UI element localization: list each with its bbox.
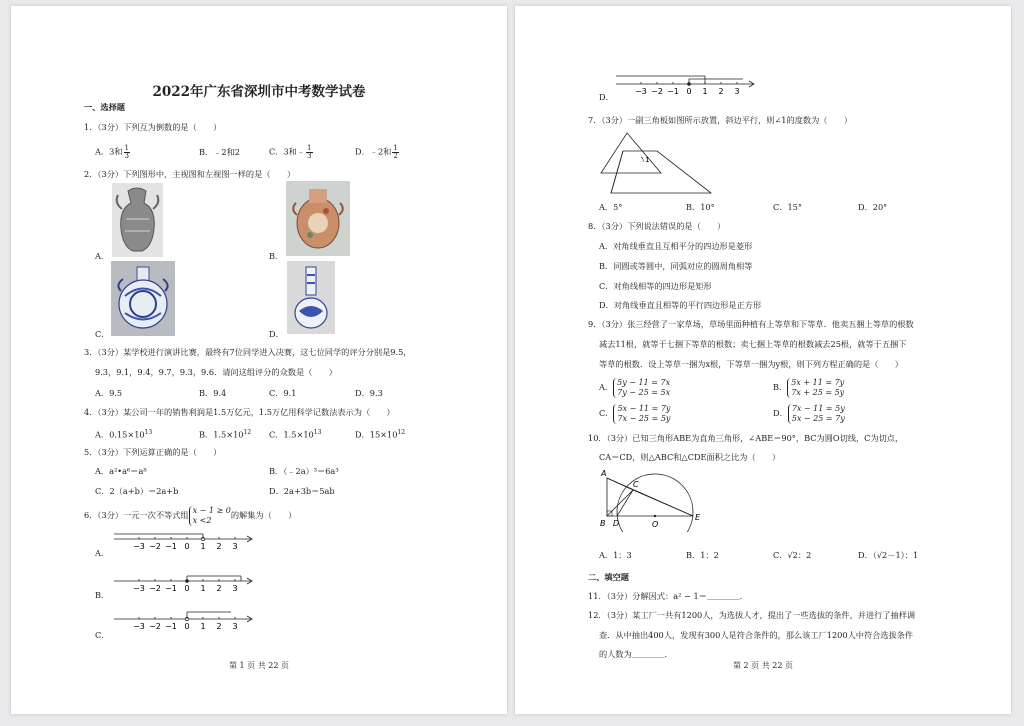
q10-option-b: B．1：2 — [686, 550, 719, 560]
q12-line3: 的人数为＿＿＿＿． — [599, 649, 673, 659]
q1-option-a: A．3和 $\frac{1}{3}$ — [95, 144, 129, 160]
q4-stem: 4．（3分）某公司一年的销售利润是1.5万亿元，1.5万亿用科学记数法表示为（ ） — [84, 407, 395, 417]
vase-c-image — [111, 261, 175, 336]
number-line-label: −1 — [667, 87, 679, 96]
q7-option-c: C．15° — [773, 202, 802, 212]
number-line-label: 0 — [686, 87, 692, 96]
q2-stem: 2．（3分）下列图形中，主视图和左视图一样的是（ ） — [84, 169, 296, 179]
q2-option-a: A． — [95, 251, 110, 261]
number-line-label: 2 — [216, 622, 222, 631]
q3-stem-line1: 3．（3分）某学校进行演讲比赛，最终有7位同学进入决赛，这七位同学的评分分别是9.5， — [84, 347, 412, 357]
page-footer: 第 1 页 共 22 页 — [229, 661, 289, 670]
angle-1-label: 1 — [645, 156, 650, 164]
q5-option-d: D．2a+3b＝5ab — [269, 486, 335, 496]
q9-option-b: B． 5x + 11 = 7y 7x + 25 = 5y — [773, 378, 845, 397]
section-heading-choice: 一、选择题 — [84, 102, 125, 112]
q12-line2: 查．从中抽出400人，发现有300人是符合条件的，那么该工厂1200人中符合选拔条件 — [599, 630, 914, 640]
number-line-c — [111, 609, 261, 639]
number-line-a — [111, 529, 261, 559]
q9-stem-line1: 9．（3分）张三经营了一家草场，草场里面种植有上等草和下等草．他卖五捆上等草的根数 — [588, 319, 914, 329]
page-title: 2022年广东省深圳市中考数学试卷 — [152, 84, 366, 100]
q9-stem-line3: 等草的根数．设上等草一捆为x根，下等草一捆为y根，则下列方程正确的是（ ） — [599, 359, 903, 369]
q4-option-b: B．$1.5\times 10^{12}$ — [199, 429, 252, 440]
q4-option-a: A．$0.15\times 10^{13}$ — [95, 429, 153, 440]
q8-option-c: C．对角线相等的四边形是矩形 — [599, 281, 712, 291]
point-e-label: E — [695, 513, 701, 522]
point-b-label: B — [600, 519, 606, 528]
q11-text: 11．（3分）分解因式：a² − 1＝＿＿＿＿． — [588, 591, 748, 601]
number-line-label: 3 — [232, 542, 238, 551]
q6-option-a: A． — [95, 548, 110, 558]
q4-option-c: C．$1.5\times 10^{13}$ — [269, 429, 322, 440]
q3-stem-line2: 9.3，9.1，9.4，9.7，9.3，9.6．请问这组评分的众数是（ ） — [95, 367, 337, 377]
q12-line1: 12．（3分）某工厂一共有1200人，为选拔人才，提出了一些选拔的条件，并进行了抽样调 — [588, 610, 916, 620]
q4-option-d: D．$15\times 10^{12}$ — [355, 429, 406, 440]
number-line-label: −2 — [149, 584, 161, 593]
q5-option-b: B．（﹣2a）³＝6a³ — [269, 466, 339, 476]
number-line-label: −1 — [165, 622, 177, 631]
number-line-label: 1 — [200, 622, 206, 631]
page-footer: 第 2 页 共 22 页 — [733, 661, 793, 670]
q5-option-a: A．a²•a⁶＝a⁸ — [95, 466, 147, 476]
q6-stem: 6．（3分）一元一次不等式组 x − 1 ≥ 0 x <2 的解集为（ ） — [84, 506, 297, 525]
number-line-label: −2 — [149, 622, 161, 631]
q7-stem: 7．（3分）一副三角板如图所示放置，斜边平行，则∠1的度数为（ ） — [588, 115, 853, 125]
q5-option-c: C．2（a+b）＝2a+b — [95, 486, 179, 496]
q8-option-a: A．对角线垂直且互相平分的四边形是菱形 — [599, 241, 753, 251]
q3-option-d: D．9.3 — [355, 388, 383, 398]
q5-stem: 5．（3分）下列运算正确的是（ ） — [84, 447, 222, 457]
number-line-label: −2 — [149, 542, 161, 551]
q10-stem-line1: 10．（3分）已知三角形ABE为直角三角形，∠ABE＝90°，BC为圆O切线，C为切点， — [588, 433, 904, 443]
vase-d-image — [287, 261, 335, 334]
q7-triangles-figure — [599, 129, 719, 197]
q1-option-b: B．﹣2和2 — [199, 147, 240, 157]
q8-option-b: B．同圆或等圆中，同弧对应的圆周角相等 — [599, 261, 753, 271]
number-line-label: 1 — [200, 584, 206, 593]
q9-option-a: A． 5y − 11 = 7x 7y − 25 = 5x — [599, 378, 671, 397]
q9-option-d: D． 7x − 11 = 5y 5x − 25 = 7y — [773, 404, 845, 423]
q10-option-d: D．（√2－1）：1 — [858, 550, 919, 560]
point-a-label: A — [601, 469, 607, 478]
number-line-b — [111, 571, 261, 601]
q6-option-c: C． — [95, 630, 110, 640]
q2-option-b: B． — [269, 251, 284, 261]
q7-option-b: B．10° — [686, 202, 715, 212]
q10-stem-line2: CA＝CD，则△ABC和△CDE面积之比为（ ） — [599, 452, 781, 462]
exam-page-1 — [11, 6, 507, 714]
q7-option-a: A．5° — [599, 202, 623, 212]
number-line-label: −1 — [165, 584, 177, 593]
q7-option-d: D．20° — [858, 202, 888, 212]
section-heading-fill: 二、填空题 — [588, 572, 629, 582]
number-line-label: 3 — [232, 622, 238, 631]
q1-option-c: C．3和﹣ $\frac{1}{3}$ — [269, 144, 312, 160]
q9-stem-line2: 减去11根，就等于七捆下等草的根数；卖七捆上等草的根数减去25根，就等于五捆下 — [599, 339, 907, 349]
q6-inequality-system: x − 1 ≥ 0 x <2 — [189, 506, 231, 526]
vase-a-image — [112, 183, 163, 257]
number-line-label: −3 — [133, 622, 145, 631]
number-line-label: 0 — [184, 584, 190, 593]
q2-option-c: C． — [95, 329, 110, 339]
q8-stem: 8．（3分）下列说法错误的是（ ） — [588, 221, 726, 231]
q3-option-a: A．9.5 — [95, 388, 123, 398]
q8-option-d: D．对角线垂直且相等的平行四边形是正方形 — [599, 300, 762, 310]
number-line-label: 2 — [216, 584, 222, 593]
vase-b-image — [286, 181, 350, 256]
q2-option-d: D． — [269, 329, 284, 339]
number-line-label: −3 — [635, 87, 647, 96]
number-line-label: 2 — [718, 87, 724, 96]
number-line-label: 0 — [184, 622, 190, 631]
number-line-label: 3 — [734, 87, 740, 96]
q10-circle-figure — [597, 466, 707, 532]
number-line-label: −2 — [651, 87, 663, 96]
number-line-label: 0 — [184, 542, 190, 551]
number-line-label: 1 — [702, 87, 708, 96]
number-line-label: −1 — [165, 542, 177, 551]
exam-page-2 — [515, 6, 1011, 714]
number-line-label: −3 — [133, 542, 145, 551]
number-line-label: 1 — [200, 542, 206, 551]
number-line-label: 2 — [216, 542, 222, 551]
point-c-label: C — [633, 480, 639, 489]
q10-option-c: C．√2：2 — [773, 550, 812, 560]
q3-option-b: B．9.4 — [199, 388, 227, 398]
q9-option-c: C． 5x − 11 = 7y 7x − 25 = 5y — [599, 404, 671, 423]
number-line-label: −3 — [133, 584, 145, 593]
q10-option-a: A．1：3 — [599, 550, 632, 560]
number-line-d — [613, 74, 763, 104]
q1-option-d: D．﹣2和 $\frac{1}{2}$ — [355, 144, 398, 160]
q3-option-c: C．9.1 — [269, 388, 297, 398]
q6-option-d: D． — [599, 92, 614, 102]
q1-stem: 1．（3分）下列互为倒数的是（ ） — [84, 122, 222, 132]
point-d-label: D — [613, 519, 620, 528]
q6-option-b: B． — [95, 590, 110, 600]
point-o-label: O — [652, 520, 659, 529]
number-line-label: 3 — [232, 584, 238, 593]
